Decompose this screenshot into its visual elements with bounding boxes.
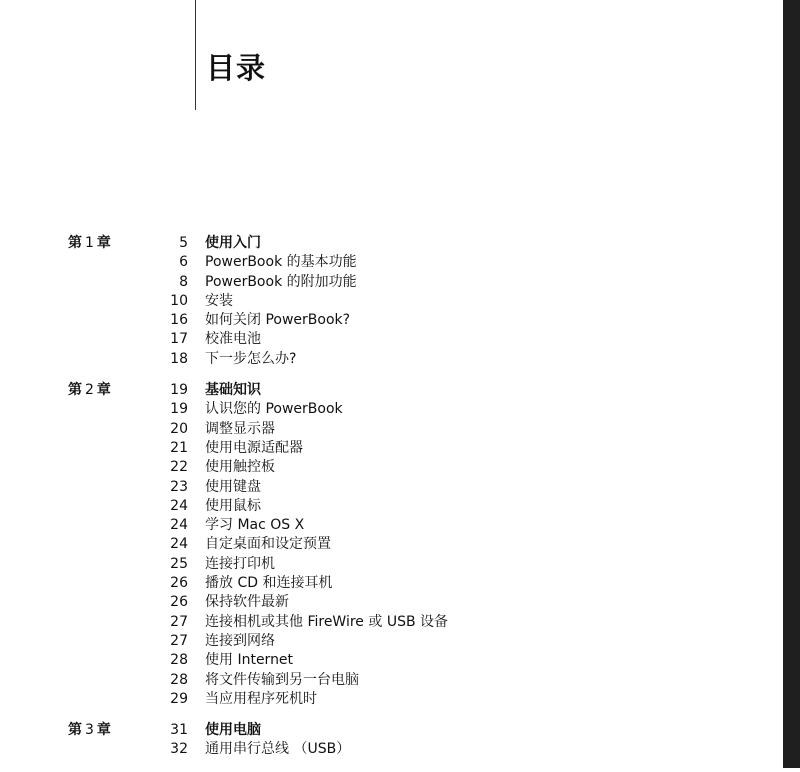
chapter-label-suffix: 章 (96, 722, 111, 739)
chapter-label-suffix: 章 (96, 382, 111, 399)
chapter-label-prefix: 第 (68, 382, 82, 399)
toc-page-number: 23 (170, 478, 188, 495)
toc-page-number: 24 (170, 536, 188, 553)
toc-entry[interactable] (0, 350, 783, 369)
chapter-2 (0, 381, 783, 709)
toc-entry[interactable] (0, 690, 783, 709)
toc-entry-title: 校准电池 (205, 331, 261, 348)
toc-page-number: 10 (170, 292, 188, 309)
toc-entry-title: 使用鼠标 (205, 497, 261, 514)
toc-entry[interactable] (0, 593, 783, 612)
toc-entry[interactable] (0, 478, 783, 497)
toc-page-number: 25 (170, 555, 188, 572)
chapter-number: 2 (85, 382, 94, 399)
toc-entry-title: 下一步怎么办? (205, 350, 297, 367)
toc-page-number: 5 (179, 235, 188, 251)
chapter-number: 1 (85, 235, 94, 251)
toc-entry-title: PowerBook 的基本功能 (205, 254, 357, 271)
toc-entry[interactable] (0, 458, 783, 477)
toc-page-number: 22 (170, 459, 188, 476)
toc-page-number: 18 (170, 350, 188, 367)
toc-page-number: 31 (170, 722, 188, 739)
toc-entry-title: 连接打印机 (205, 555, 275, 572)
toc-entry-title: 学习 Mac OS X (205, 517, 305, 534)
toc-entry[interactable] (0, 400, 783, 419)
chapter-1 (0, 234, 783, 369)
toc-entry-title: 使用 Internet (205, 652, 294, 669)
toc-entry[interactable] (0, 234, 783, 253)
toc-entry[interactable] (0, 330, 783, 349)
toc-page-number: 19 (170, 401, 188, 418)
toc-entry-title: 保持软件最新 (205, 594, 289, 611)
toc-entry[interactable] (0, 292, 783, 311)
toc-entry[interactable] (0, 253, 783, 272)
toc-entry-title: 连接到网络 (205, 632, 275, 649)
toc-entry[interactable] (0, 535, 783, 554)
toc-page-number: 27 (170, 613, 188, 630)
toc-entry-title: 如何关闭 PowerBook? (205, 312, 351, 329)
toc-page-number: 26 (170, 594, 188, 611)
toc-entry-title: 认识您的 PowerBook (205, 401, 343, 418)
toc-page-number: 28 (170, 652, 188, 669)
chapter-label-prefix: 第 (68, 722, 82, 739)
chapter-number: 3 (85, 722, 94, 739)
toc-page-number: 24 (170, 497, 188, 514)
toc-entry[interactable] (0, 651, 783, 670)
toc-page-number: 16 (170, 312, 188, 329)
toc-page-number: 29 (170, 690, 188, 707)
toc-entry-title: 调整显示器 (205, 420, 275, 437)
toc-entry-title: 使用电源适配器 (205, 439, 303, 456)
toc-entry-title: 基础知识 (205, 382, 261, 399)
toc-entry-title: 通用串行总线 （USB） (205, 741, 351, 758)
toc-page-number: 32 (170, 741, 188, 758)
toc-entry-title: 将文件传输到另一台电脑 (205, 671, 359, 688)
toc-entry[interactable] (0, 497, 783, 516)
toc-page-number: 6 (179, 254, 188, 271)
toc-page-number: 19 (170, 382, 188, 399)
toc-entry-title: PowerBook 的附加功能 (205, 273, 357, 290)
toc-page-number: 17 (170, 331, 188, 348)
toc-entry[interactable] (0, 613, 783, 632)
toc-entry[interactable] (0, 516, 783, 535)
toc-page-number: 20 (170, 420, 188, 437)
toc-entry[interactable] (0, 420, 783, 439)
table-of-contents (0, 234, 783, 772)
page-title: 目录 (206, 51, 267, 85)
toc-entry-title: 使用触控板 (205, 459, 275, 476)
toc-page-number: 8 (179, 273, 188, 290)
toc-entry-title: 当应用程序死机时 (205, 690, 317, 707)
chapter-label-prefix: 第 (68, 235, 82, 251)
toc-entry-title: 自定桌面和设定预置 (205, 536, 331, 553)
chapter-label-suffix: 章 (96, 235, 111, 251)
chapter-3 (0, 721, 783, 760)
toc-entry[interactable] (0, 381, 783, 400)
toc-entry-title: 使用入门 (205, 235, 261, 251)
toc-entry[interactable] (0, 671, 783, 690)
toc-entry[interactable] (0, 555, 783, 574)
toc-entry[interactable] (0, 574, 783, 593)
toc-entry-title: 播放 CD 和连接耳机 (205, 575, 333, 592)
toc-entry[interactable] (0, 273, 783, 292)
toc-entry-title: 连接相机或其他 FireWire 或 USB 设备 (205, 613, 449, 630)
toc-entry-title: 使用电脑 (205, 722, 261, 739)
toc-entry[interactable] (0, 740, 783, 759)
toc-entry-title: 使用键盘 (205, 478, 261, 495)
toc-entry[interactable] (0, 439, 783, 458)
page-edge-bar (783, 0, 800, 768)
toc-page-number: 24 (170, 517, 188, 534)
toc-entry[interactable] (0, 721, 783, 740)
title-divider (195, 0, 196, 110)
toc-entry[interactable] (0, 632, 783, 651)
toc-page-number: 27 (170, 632, 188, 649)
toc-page-number: 28 (170, 671, 188, 688)
toc-page-number: 26 (170, 575, 188, 592)
toc-entry-title: 安装 (205, 292, 233, 309)
toc-page-number: 21 (170, 439, 188, 456)
toc-entry[interactable] (0, 311, 783, 330)
